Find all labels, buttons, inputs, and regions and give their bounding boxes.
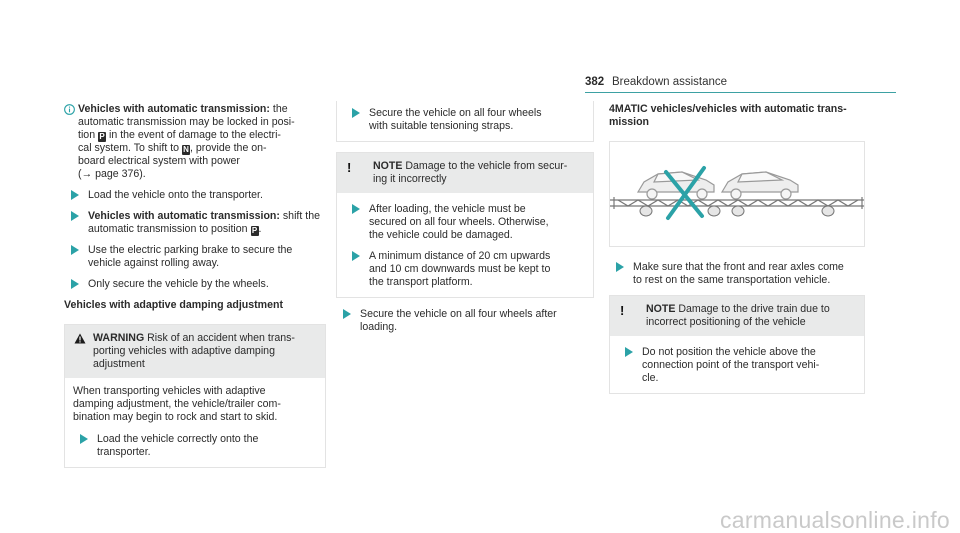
- step-shift-park: [64, 210, 326, 236]
- step-text: Secure the vehicle on all four wheels after: [360, 308, 557, 320]
- step-text: Make sure that the front and rear axles come: [633, 261, 844, 273]
- info-title: Vehicles with automatic transmission:: [78, 103, 270, 115]
- note-body: [610, 336, 864, 393]
- column-right: [609, 103, 865, 394]
- step-text: the vehicle could be damaged.: [369, 229, 513, 241]
- step-secure-straps: [345, 107, 585, 133]
- step-arrow-icon: [80, 434, 88, 444]
- watermark-text: carmanualsonline.info: [719, 507, 950, 533]
- step-arrow-icon: [71, 245, 79, 255]
- info-icon: [64, 104, 75, 115]
- info-text: cal system. To shift to: [78, 142, 180, 154]
- step-arrow-icon: [71, 279, 79, 289]
- step-arrow-icon: [352, 204, 360, 214]
- step-text: to rest on the same transportation vehicle.: [633, 274, 831, 286]
- warning-header: [65, 325, 325, 378]
- step-text: shift the: [282, 210, 320, 222]
- step-arrow-icon: [71, 190, 79, 200]
- warning-box: [64, 324, 326, 468]
- column-middle: [336, 101, 594, 334]
- step-secure-wheels: [64, 278, 326, 291]
- continued-box: [336, 101, 594, 142]
- warning-body-text: damping adjustment, the vehicle/trailer com-: [73, 398, 281, 410]
- step-arrow-icon: [352, 251, 360, 261]
- park-symbol: P: [99, 132, 105, 141]
- step-secure-after-loading: [336, 308, 594, 334]
- note-header: [337, 153, 593, 193]
- info-text: automatic transmission may be locked in posi-: [78, 116, 295, 128]
- step-text: Do not position the vehicle above the: [642, 346, 816, 358]
- section-heading: 4MATIC vehicles/vehicles with automatic trans-: [609, 103, 847, 115]
- note-box: [336, 152, 594, 298]
- step-text: with suitable tensioning straps.: [369, 120, 514, 132]
- warning-body-text: bination may begin to rock and start to skid.: [73, 411, 278, 423]
- header-rule: [585, 92, 896, 93]
- step-text: Only secure the vehicle by the wheels.: [88, 278, 269, 290]
- warning-step: [73, 433, 317, 459]
- transporter-illustration-svg: [610, 142, 865, 246]
- warning-text: porting vehicles with adaptive damping: [93, 345, 275, 357]
- info-text: , provide the on-: [190, 142, 267, 154]
- step-text: A minimum distance of 20 cm upwards: [369, 250, 551, 262]
- step-text: Load the vehicle correctly onto the: [97, 433, 259, 445]
- note-body: [337, 193, 593, 297]
- note-text: ing it incorrectly: [373, 173, 447, 185]
- step-text: cle.: [642, 372, 659, 384]
- step-text: connection point of the transport vehi-: [642, 359, 820, 371]
- column-left: [64, 103, 326, 468]
- step-text: vehicle against rolling away.: [88, 257, 220, 269]
- step-bold-text: Vehicles with automatic transmission:: [88, 210, 280, 222]
- info-note: [64, 103, 326, 181]
- warning-body-text: When transporting vehicles with adaptive: [73, 385, 266, 397]
- note-text: Damage to the vehicle from secur-: [405, 160, 568, 172]
- note-label: NOTE: [373, 160, 403, 172]
- step-text: Use the electric parking brake to secure the: [88, 244, 293, 256]
- warning-body: [65, 378, 325, 467]
- note-step: [345, 250, 585, 289]
- step-text: automatic transmission to position: [88, 223, 248, 235]
- section-heading: Vehicles with adaptive damping adjustment: [64, 299, 283, 311]
- note-step: [618, 346, 856, 385]
- transporter-illustration: [609, 141, 865, 247]
- step-arrow-icon: [71, 211, 79, 221]
- note-text: incorrect positioning of the vehicle: [646, 316, 806, 328]
- section-heading: mission: [609, 116, 650, 128]
- page-reference-link[interactable]: (→ page 376).: [78, 168, 146, 180]
- neutral-symbol: N: [183, 145, 189, 154]
- note-label: NOTE: [646, 303, 676, 315]
- info-text: tion: [78, 129, 96, 141]
- step-text: and 10 cm downwards must be kept to: [369, 263, 551, 275]
- note-step: [345, 203, 585, 242]
- step-axles: [609, 261, 865, 287]
- step-parking-brake: [64, 244, 326, 270]
- warning-text: Risk of an accident when trans-: [147, 332, 295, 344]
- step-arrow-icon: [625, 347, 633, 357]
- step-arrow-icon: [343, 309, 351, 319]
- warning-triangle-icon: [74, 333, 86, 344]
- step-text: transporter.: [97, 446, 151, 458]
- note-box: [609, 295, 865, 394]
- step-text: .: [258, 223, 262, 235]
- park-symbol: P: [251, 226, 258, 235]
- info-text: board electrical system with power: [78, 155, 240, 167]
- exclamation-icon: !: [620, 303, 625, 318]
- step-arrow-icon: [616, 262, 624, 272]
- page-number: 382: [585, 76, 605, 88]
- step-text: secured on all four wheels. Otherwise,: [369, 216, 549, 228]
- step-text: Load the vehicle onto the transporter.: [88, 189, 263, 201]
- exclamation-icon: !: [347, 160, 352, 175]
- step-text: loading.: [360, 321, 398, 333]
- warning-label: WARNING: [93, 332, 145, 344]
- note-text: Damage to the drive train due to: [678, 303, 830, 315]
- step-load-vehicle: [64, 189, 326, 202]
- page-header-title: Breakdown assistance: [612, 76, 728, 88]
- step-arrow-icon: [352, 108, 360, 118]
- step-text: the transport platform.: [369, 276, 473, 288]
- step-text: Secure the vehicle on all four wheels: [369, 107, 542, 119]
- note-header: [610, 296, 864, 336]
- step-text: After loading, the vehicle must be: [369, 203, 526, 215]
- info-text: the: [272, 103, 288, 115]
- info-text: in the event of damage to the electri-: [109, 129, 281, 141]
- warning-text: adjustment: [93, 358, 145, 370]
